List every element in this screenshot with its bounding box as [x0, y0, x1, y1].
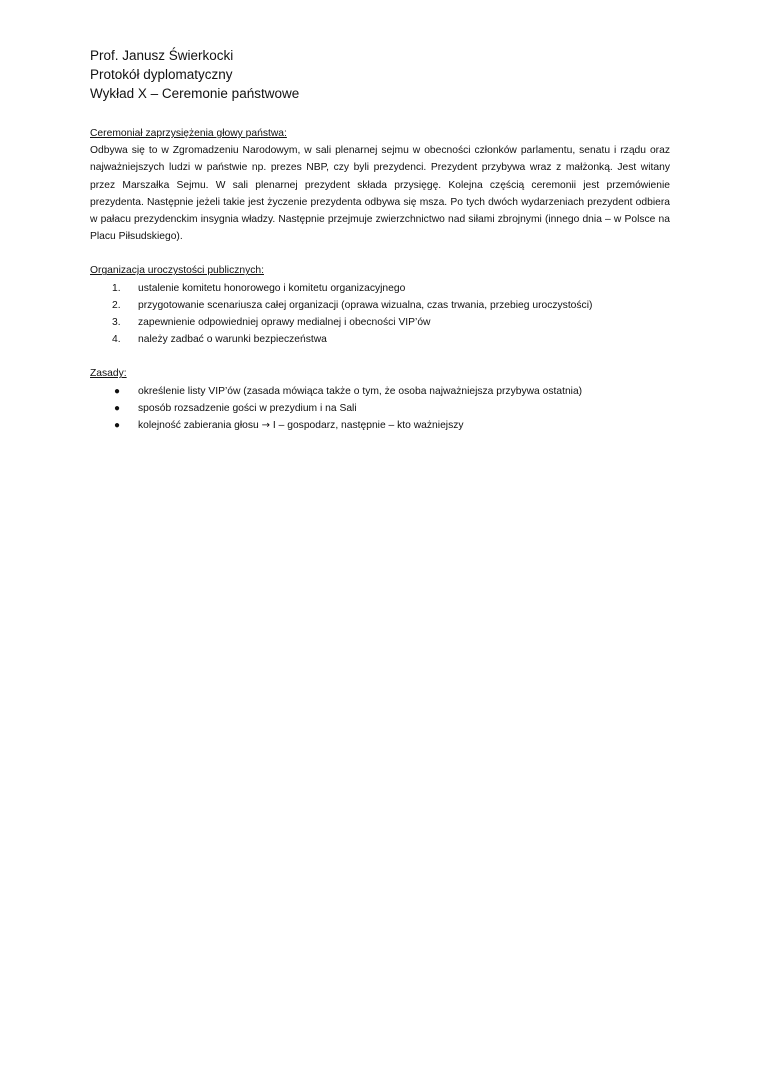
list-item-text: sposób rozsadzenie gości w prezydium i na Sali — [138, 402, 357, 414]
list-item-text-before: kolejność zabierania głosu — [138, 420, 259, 432]
bullet-list — [90, 383, 670, 435]
bullet-icon: ● — [114, 420, 121, 432]
arrow-right-icon: → — [261, 420, 271, 432]
list-item-text: przygotowanie scenariusza całej organizacji (oprawa wizualna, czas trwania, przebieg uroczystości) — [138, 299, 593, 311]
author-name: Prof. Janusz Świerkocki — [90, 48, 234, 63]
list-item — [90, 314, 670, 331]
list-item — [90, 280, 670, 297]
list-item-text-after: I – gospodarz, następnie – kto ważniejszy — [272, 420, 464, 432]
list-item — [90, 417, 670, 434]
list-number: 3. — [112, 317, 121, 329]
lecture-title: Wykład X – Ceremonie państwowe — [90, 86, 300, 101]
section-inauguration — [90, 125, 670, 245]
list-number: 4. — [112, 334, 121, 346]
numbered-list — [90, 280, 670, 349]
list-item — [90, 297, 670, 314]
list-item-text: określenie listy VIP’ów (zasada mówiąca także o tym, że osoba najważniejsza przybywa ostatnia) — [138, 385, 583, 397]
section-public-ceremonies — [90, 262, 670, 348]
section-title-inauguration: Ceremoniał zaprzysiężenia głowy państwa: — [90, 128, 287, 139]
inauguration-paragraph: Odbywa się to w Zgromadzeniu Narodowym, w sali plenarnej sejmu w obecności członków parlamentu, senatu i rządu oraz najważniejszych ludzi w państwie np. prezes NBP, czy byli prezydenci. Prezydent przybywa wraz z małżonką. Jest witany przez Marszałka Sejmu. W sali plenarnej prezydent składa przysięgę. Kolejna częścią ceremonii jest przemówienie prezydenta. Następnie jeżeli takie jest życzenie prezydenta odbywa się msza. Po tych dwóch wydarzeniach prezydent odbiera w pałacu prezydenckim insygnia władzy. Następnie przejmuje zwierzchnictwo nad siłami zbrojnymi (innego dnia – w Polsce na Placu Piłsudskiego). — [90, 145, 670, 243]
list-item-text: zapewnienie odpowiedniej oprawy medialnej i obecności VIP’ów — [138, 317, 431, 329]
section-title-public-ceremonies: Organizacja uroczystości publicznych: — [90, 265, 264, 277]
section-title-rules: Zasady: — [90, 368, 127, 380]
list-item — [90, 383, 670, 400]
section-rules — [90, 365, 670, 434]
list-number: 2. — [112, 299, 121, 311]
list-item-text: ustalenie komitetu honorowego i komitetu organizacyjnego — [138, 282, 406, 294]
list-number: 1. — [112, 282, 121, 294]
document-header — [90, 46, 670, 103]
course-title: Protokół dyplomatyczny — [90, 67, 233, 82]
list-item-text: należy zadbać o warunki bezpieczeństwa — [138, 334, 327, 346]
bullet-icon: ● — [114, 385, 121, 397]
list-item — [90, 400, 670, 417]
bullet-icon: ● — [114, 402, 121, 414]
list-item — [90, 331, 670, 348]
document-page — [90, 46, 670, 434]
